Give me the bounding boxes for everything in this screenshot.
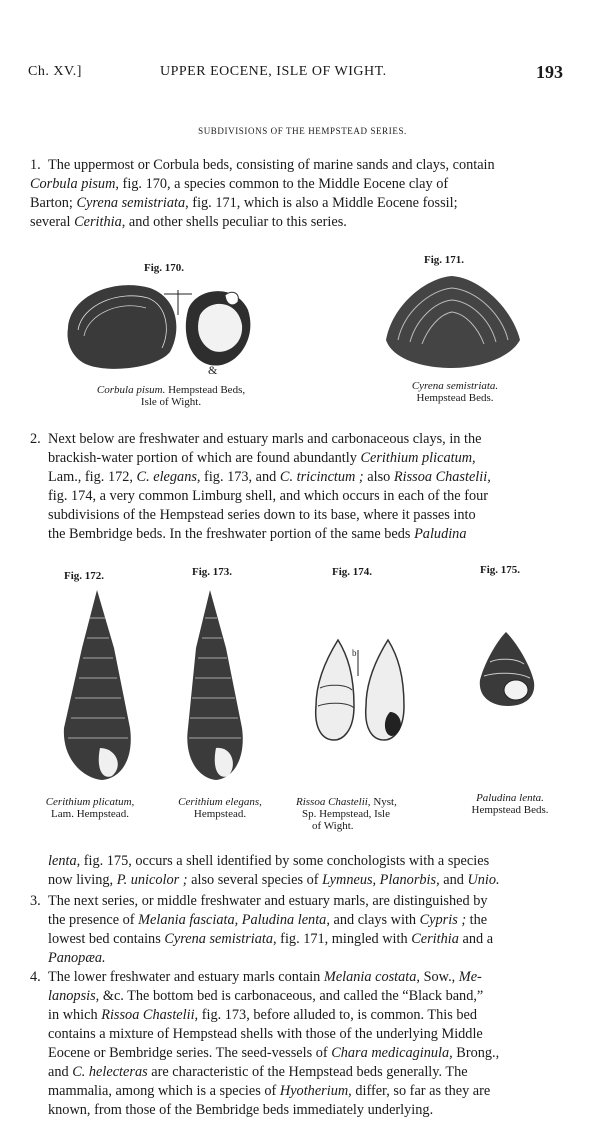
species-name: Paludina	[414, 526, 467, 542]
text-line: lowest bed contains	[48, 931, 165, 947]
species-name: Melania costata,	[323, 969, 420, 985]
caption-text: Hempstead Beds,	[165, 384, 246, 396]
cerithium-plicatum-illustration	[52, 588, 142, 788]
caption-text: Lam. Hempstead.	[51, 808, 129, 820]
species-name: Cyrena semistriata,	[164, 931, 277, 947]
caption-fig-172	[22, 796, 158, 820]
species-name: Me-	[458, 969, 482, 985]
text-line: , fig. 170, a species common to the Middle Eocene clay of	[115, 176, 449, 192]
running-head-title: UPPER EOCENE, ISLE OF WIGHT.	[160, 64, 387, 79]
text-line: fig. 173, and	[200, 469, 280, 485]
species-name: Hyotherium,	[279, 1083, 352, 1099]
item-number: 1.	[30, 157, 41, 173]
text-line: , and other shells peculiar to this series.	[121, 214, 347, 230]
text-line: are characteristic of the Hempstead beds generally. The	[147, 1064, 468, 1080]
text-line: The uppermost or Corbula beds, consisting of marine sands and clays, contain	[48, 157, 495, 173]
caption-fig-175	[450, 792, 570, 816]
text-line: and a	[458, 931, 494, 947]
caption-text: Hempstead Beds.	[471, 804, 549, 816]
text-line: also several species of	[187, 872, 323, 888]
species-name: Lymneus, Planorbis,	[322, 872, 440, 888]
text-line: now living,	[48, 872, 117, 888]
text-line: known, from those of the Bembridge beds immediately underlying.	[48, 1102, 434, 1118]
caption-species: Rissoa Chastelii,	[296, 796, 371, 808]
caption-text: Nyst,	[370, 796, 397, 808]
text-line: in which	[48, 1007, 102, 1023]
text-line: the	[466, 912, 488, 928]
corbula-shell-illustration	[60, 270, 260, 380]
species-name: Cypris ;	[419, 912, 467, 928]
caption-fig-174	[296, 796, 436, 832]
text-line: also	[363, 469, 394, 485]
text-line: fig. 175, occurs a shell identified by some conchologists with a species	[80, 853, 490, 869]
species-name: lanopsis,	[48, 988, 100, 1004]
species-name: P. unicolor ;	[116, 872, 188, 888]
caption-species: Paludina lenta.	[476, 792, 544, 804]
text-line: the Bembridge beds. In the freshwater portion of the same beds	[48, 526, 415, 542]
species-name: Corbula pisum	[30, 176, 116, 192]
caption-fig-170	[56, 384, 286, 408]
caption-species: Corbula pisum.	[96, 384, 166, 396]
text-line: brackish-water portion of which are found abundantly	[48, 450, 361, 466]
species-name: Rissoa Chastelii,	[393, 469, 491, 485]
paragraph-4	[30, 968, 570, 1120]
text-line: The lower freshwater and estuary marls contain	[48, 969, 324, 985]
caption-species: Cyrena semistriata.	[411, 380, 499, 392]
page-number: 193	[536, 62, 563, 82]
caption-text: Hempstead Beds.	[416, 392, 494, 404]
paragraph-2	[30, 430, 570, 544]
paludina-lenta-illustration	[472, 628, 542, 708]
text-line: Brong.,	[452, 1045, 500, 1061]
species-name: Cerithia	[411, 931, 459, 947]
species-name: Cyrena semistriata	[76, 195, 186, 211]
svg-text:b: b	[352, 648, 357, 658]
text-line: and	[439, 872, 468, 888]
figure-label-171: Fig. 171.	[424, 254, 465, 266]
cyrena-shell-illustration	[380, 268, 525, 378]
caption-species: Cerithium plicatum,	[45, 796, 135, 808]
species-name: lenta,	[48, 853, 81, 869]
species-name: C. tricinctum ;	[279, 469, 364, 485]
text-line: fig. 171, mingled with	[276, 931, 412, 947]
caption-species: Cerithium elegans,	[178, 796, 262, 808]
text-line: Eocene or Bembridge series. The seed-vessels of	[48, 1045, 332, 1061]
species-name: Unio.	[467, 872, 500, 888]
species-name: Melania fasciata, Paludina lenta,	[138, 912, 330, 928]
caption-text: Hempstead.	[193, 808, 247, 820]
running-head-chapter: Ch. XV.]	[28, 64, 82, 79]
text-line: fig. 174, a very common Limburg shell, and which occurs in each of the four	[48, 488, 489, 504]
svg-text:&: &	[208, 363, 218, 377]
figure-label-172: Fig. 172.	[64, 570, 105, 582]
figure-label-173: Fig. 173.	[192, 566, 233, 578]
section-subheading: SUBDIVISIONS OF THE HEMPSTEAD SERIES.	[198, 126, 407, 136]
text-line: , fig. 171, which is also a Middle Eocene fossil;	[185, 195, 458, 211]
text-line: Sow.,	[420, 969, 459, 985]
species-name: C. helecteras	[72, 1064, 148, 1080]
paragraph-1	[30, 156, 570, 232]
text-line: and	[48, 1064, 73, 1080]
rissoa-chastelii-illustration	[308, 636, 418, 746]
text-line: Barton;	[30, 195, 77, 211]
text-line: mammalia, among which is a species of	[48, 1083, 280, 1099]
text-line: subdivisions of the Hempstead series down to its base, where it passes into	[48, 507, 476, 523]
text-line: fig. 173, before alluded to, is common. This bed	[198, 1007, 478, 1023]
species-name: Rissoa Chastelii,	[101, 1007, 199, 1023]
item-number: 4.	[30, 969, 41, 985]
species-name: Cerithia	[74, 214, 122, 230]
species-name: C. elegans,	[136, 469, 201, 485]
caption-fig-173	[160, 796, 280, 820]
item-number: 2.	[30, 431, 41, 447]
species-name: Chara medicaginula,	[331, 1045, 453, 1061]
species-name: Cerithium plicatum,	[360, 450, 476, 466]
figure-label-175: Fig. 175.	[480, 564, 521, 576]
paragraph-3	[30, 892, 570, 968]
text-line: the presence of	[48, 912, 139, 928]
caption-text: Isle of Wight.	[140, 396, 202, 408]
figure-label-174: Fig. 174.	[332, 566, 373, 578]
item-number: 3.	[30, 893, 41, 909]
cerithium-elegans-illustration	[180, 588, 260, 788]
species-name: Panopæa.	[48, 950, 106, 966]
caption-fig-171	[370, 380, 540, 404]
text-line: The next series, or middle freshwater and estuary marls, are distinguished by	[48, 893, 488, 909]
text-line: and clays with	[329, 912, 420, 928]
paragraph-2-continued	[48, 852, 570, 890]
text-line: &c. The bottom bed is carbonaceous, and called the “Black band,”	[99, 988, 484, 1004]
text-line: differ, so far as they are	[351, 1083, 491, 1099]
caption-text: Sp. Hempstead, Isle	[302, 808, 390, 820]
text-line: several	[30, 214, 75, 230]
text-line: Next below are freshwater and estuary marls and carbonaceous clays, in the	[48, 431, 482, 447]
figure-label-170: Fig. 170.	[144, 262, 185, 274]
text-line: Lam., fig. 172,	[48, 469, 137, 485]
caption-text: of Wight.	[312, 820, 354, 832]
text-line: contains a mixture of Hempstead shells with those of the underlying Middle	[48, 1026, 483, 1042]
